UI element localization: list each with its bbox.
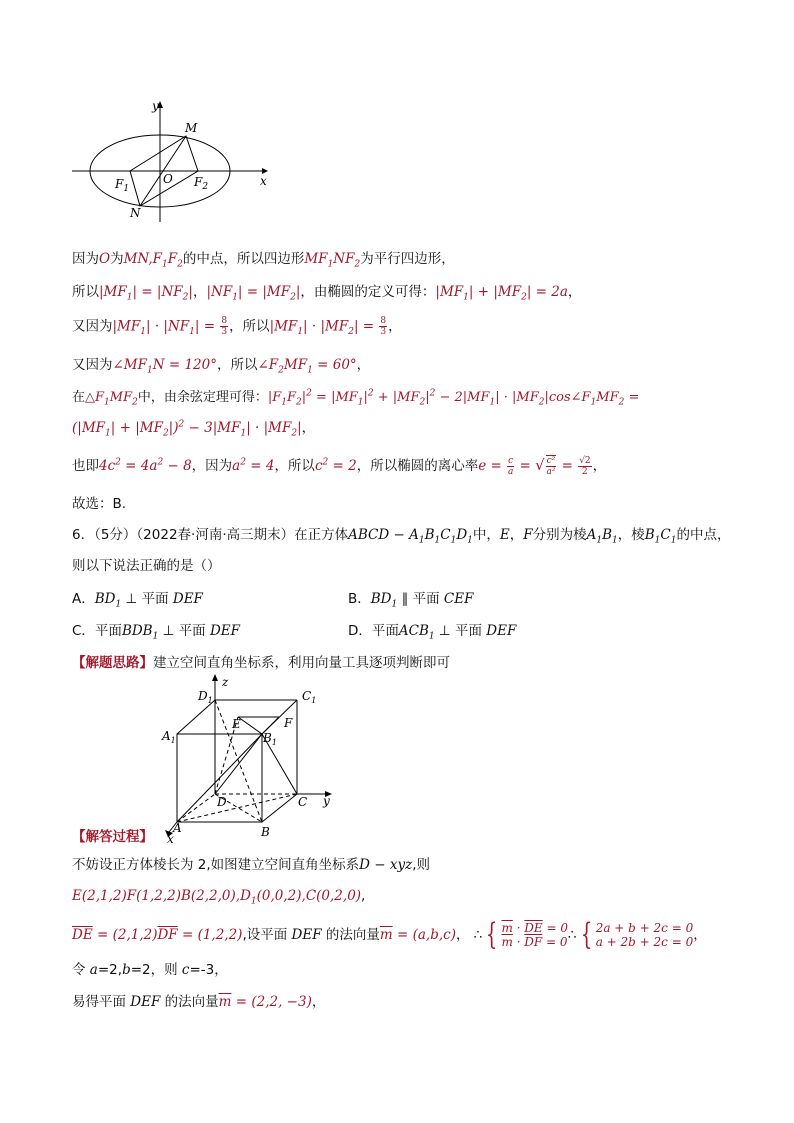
point-n-label: N: [130, 206, 141, 220]
solution-line-5: 在$\triangle F_1MF_2$中，由余弦定理可得：$|F_1F_2|^2 = |MF_1|^2 + |MF_2|^2 - 2|MF_1|$ · $|MF_2|\cos\angle F_1MF_2$ =: [72, 388, 640, 408]
option-d[interactable]: D．平面$ACB_1$ ⊥ 平面 DEF: [348, 623, 517, 642]
solution-step-1: 不妨设正方体棱长为 2,如图建立空间直角坐标系D − xyz,则: [72, 857, 431, 873]
point-f2-label: $F_2$: [194, 175, 209, 192]
solution-line-7: 也即$4c^2 = 4a^2 - 8$，因为$a^2 = 4$，所以$c^2 = 2$，所以椭圆的离心率e = $\frac{c}{a}$ = √ $\frac{\text{c²}}{\text{a²}}$ = $\frac{√2}{2}$ ，: [72, 455, 607, 477]
y-axis-label: y: [152, 99, 159, 113]
vertex-d-label: D: [217, 795, 227, 809]
y-axis-label: y: [323, 794, 330, 808]
solution-approach: 【解题思路】建立空间直角坐标系，利用向量工具逐项判断即可: [72, 655, 450, 671]
solution-line-3: 又因为$|MF_1| \cdot |NF_1|$ = $\frac{8}{3}$ ，所以$|MF_1| \cdot |MF_2|$ = $\frac{8}{3}$ ，: [72, 316, 402, 338]
solution-line-2: 所以$|MF_1| = |NF_2|$，$|NF_1| = |MF_2|$，由椭圆的定义可得：$|MF_1| + |MF_2| = 2a$，: [72, 284, 582, 303]
vertex-c-label: C: [298, 795, 308, 809]
option-b[interactable]: B．$BD_1$ ∥ 平面 CEF: [348, 591, 474, 610]
point-e-label: E: [232, 717, 241, 731]
vertex-a1-label: $A_1$: [162, 729, 176, 745]
point-m-label: M: [185, 121, 198, 135]
question-6-prompt: 则以下说法正确的是（）: [72, 558, 221, 574]
solution-line-4: 又因为$\angle MF_1N = 120^\circ$，所以$\angle F_2MF_1 = 60^\circ$，: [72, 357, 371, 376]
vertex-b1-label: $B_1$: [263, 731, 277, 747]
solution-line-1: 因为O为$MN,F_1F_2$的中点，所以四边形$MF_1NF_2$为平行四边形，: [72, 251, 455, 270]
cube-diagram: [155, 672, 345, 844]
point-o-label: O: [163, 172, 173, 186]
point-f-label: F: [284, 716, 293, 730]
question-6-stem: 6．（5分）（2022春·河南·高三期末）在正方体ABCD − $A_1B_1C_1D_1$中，E，F分别为棱$A_1B_1$，棱$B_1C_1$的中点，: [72, 527, 731, 546]
solution-process-tag: 【解答过程】: [72, 829, 153, 845]
x-axis-label: x: [167, 832, 174, 844]
option-c[interactable]: C．平面$BDB_1$ ⊥ 平面 DEF: [72, 623, 241, 642]
solution-step-2: $E(2,1,2)F(1,2,2)B(2,2,0),D_1(0,0,2),C(0,2,0)$,: [72, 888, 366, 907]
point-f1-label: $F_1$: [115, 177, 130, 194]
x-axis-label: x: [260, 174, 267, 188]
option-a[interactable]: A．$BD_1$ ⊥ 平面 DEF: [72, 591, 203, 610]
z-axis-label: z: [222, 675, 229, 689]
solution-line-8: 故选：B.: [72, 496, 127, 512]
solution-step-5: 易得平面 DEF 的法向量$\overline{m} = (2,2$, −3)，: [72, 994, 326, 1010]
ellipse-diagram: [68, 96, 288, 226]
solution-line-6: $(|MF_1| + |MF_2|)^2 - 3|MF_1| \cdot |MF_2|$，: [72, 419, 316, 439]
vertex-d1-label: $D_1$: [198, 689, 213, 705]
solution-step-4: 令 a=2,b=2，则 c=-3，: [72, 962, 228, 978]
vertex-a-label: A: [173, 821, 182, 835]
vertex-c1-label: $C_1$: [302, 689, 317, 705]
vertex-b-label: B: [261, 825, 270, 839]
solution-step-3: $\overline{DE} = (2,1,2)\overline{DF} = (1,2,2)$,设平面 DEF 的法向量$\overline{m} = (a,b,c)$， ∴ { $\overline{m} \cdot \overline{DE} = 0$ $\overline{m} \cdot \overline{DF} = 0$ ∴ { 2a + b + 2c = 0 a + 2b + 2c = 0 ，: [72, 917, 707, 952]
